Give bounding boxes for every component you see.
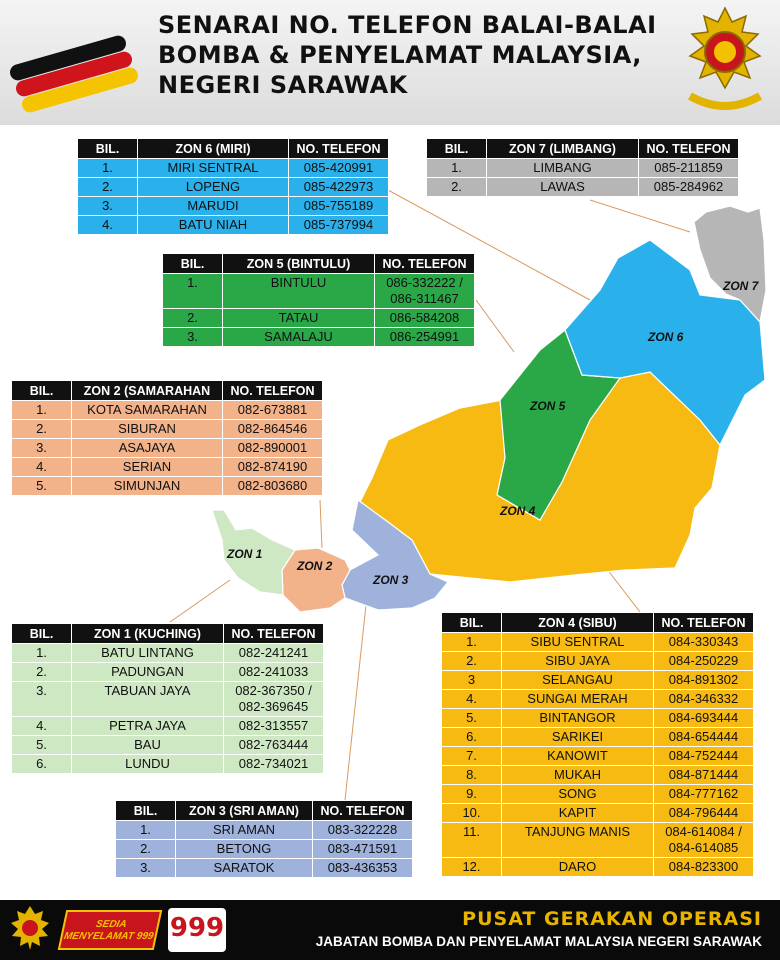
phone-number: 084-654444 <box>654 728 754 747</box>
table-row <box>12 439 323 458</box>
leader-line-zon1 <box>170 580 230 622</box>
table-header-row <box>442 613 754 633</box>
column-header: NO. TELEFON <box>289 139 389 159</box>
phone-number: 082-890001 <box>223 439 323 458</box>
footer-subtitle: JABATAN BOMBA DAN PENYELAMAT MALAYSIA NEGERI SARAWAK <box>315 934 762 949</box>
column-header: ZON 3 (SRI AMAN) <box>176 801 313 821</box>
table-header-row <box>78 139 389 159</box>
station-name: SIBU JAYA <box>502 652 654 671</box>
table-row <box>442 858 754 877</box>
station-name: PADUNGAN <box>72 663 224 682</box>
column-header: ZON 4 (SIBU) <box>502 613 654 633</box>
zone-6-miri-table <box>77 138 389 235</box>
station-name: BINTULU <box>223 274 375 309</box>
row-number: 2. <box>427 178 487 197</box>
map-label-zon6: ZON 6 <box>648 330 684 344</box>
column-header: ZON 1 (KUCHING) <box>72 624 224 644</box>
table-row <box>12 420 323 439</box>
table-row <box>442 690 754 709</box>
row-number: 2. <box>12 663 72 682</box>
row-number: 3. <box>12 439 72 458</box>
table-row <box>12 477 323 496</box>
table-row <box>12 755 324 774</box>
phone-number: 084-346332 <box>654 690 754 709</box>
column-header: ZON 5 (BINTULU) <box>223 254 375 274</box>
station-name: KAPIT <box>502 804 654 823</box>
phone-number: 082-734021 <box>224 755 324 774</box>
row-number: 8. <box>442 766 502 785</box>
phone-number: 085-211859 <box>639 159 739 178</box>
station-name: TABUAN JAYA <box>72 682 224 717</box>
station-name: SIBURAN <box>72 420 223 439</box>
row-number: 7. <box>442 747 502 766</box>
row-number: 2. <box>442 652 502 671</box>
table-row <box>442 804 754 823</box>
footer-title: PUSAT GERAKAN OPERASI <box>462 908 762 930</box>
phone-number: 082-864546 <box>223 420 323 439</box>
zone-2-samarahan-table <box>11 380 323 496</box>
row-number: 6. <box>12 755 72 774</box>
table-header-row <box>116 801 413 821</box>
table-row <box>12 458 323 477</box>
row-number: 3. <box>116 859 176 878</box>
phone-number: 084-823300 <box>654 858 754 877</box>
table-row <box>442 766 754 785</box>
map-label-zon7: ZON 7 <box>723 279 759 293</box>
row-number: 1. <box>12 644 72 663</box>
leader-line-zon5 <box>476 300 514 352</box>
table-row <box>12 682 324 717</box>
column-header: ZON 7 (LIMBANG) <box>487 139 639 159</box>
phone-number: 086-584208 <box>375 309 475 328</box>
phone-number: 084-777162 <box>654 785 754 804</box>
zone-4-sibu-table <box>441 612 754 877</box>
station-name: BINTANGOR <box>502 709 654 728</box>
phone-number: 084-796444 <box>654 804 754 823</box>
column-header: NO. TELEFON <box>224 624 324 644</box>
station-name: DARO <box>502 858 654 877</box>
row-number: 3. <box>163 328 223 347</box>
table-row <box>12 717 324 736</box>
table-row <box>116 859 413 878</box>
row-number: 1. <box>427 159 487 178</box>
column-header: NO. TELEFON <box>639 139 739 159</box>
station-name: LOPENG <box>138 178 289 197</box>
phone-number: 086-254991 <box>375 328 475 347</box>
row-number: 10. <box>442 804 502 823</box>
table-row <box>12 644 324 663</box>
map-label-zon4: ZON 4 <box>500 504 536 518</box>
station-name: BATU NIAH <box>138 216 289 235</box>
station-name: SERIAN <box>72 458 223 477</box>
phone-number: 082-874190 <box>223 458 323 477</box>
table-row <box>427 159 739 178</box>
table-row <box>12 401 323 420</box>
row-number: 3. <box>78 197 138 216</box>
column-header: NO. TELEFON <box>313 801 413 821</box>
station-name: SIBU SENTRAL <box>502 633 654 652</box>
column-header: ZON 2 (SAMARAHAN <box>72 381 223 401</box>
phone-number: 082-241241 <box>224 644 324 663</box>
phone-number: 082-803680 <box>223 477 323 496</box>
leader-line-zon3 <box>345 605 366 800</box>
leader-line-zon7 <box>590 200 690 232</box>
phone-number: 084-752444 <box>654 747 754 766</box>
table-row <box>78 178 389 197</box>
station-name: SUNGAI MERAH <box>502 690 654 709</box>
phone-number: 084-330343 <box>654 633 754 652</box>
column-header: BIL. <box>12 624 72 644</box>
table-row <box>442 823 754 858</box>
title-line-2: BOMBA & PENYELAMAT MALAYSIA, <box>158 41 642 69</box>
phone-number: 086-332222 / 086-311467 <box>375 274 475 309</box>
row-number: 1. <box>163 274 223 309</box>
table-header-row <box>12 381 323 401</box>
table-row <box>442 652 754 671</box>
row-number: 4. <box>12 458 72 477</box>
station-name: ASAJAYA <box>72 439 223 458</box>
phone-number: 085-422973 <box>289 178 389 197</box>
phone-number: 085-420991 <box>289 159 389 178</box>
station-name: MIRI SENTRAL <box>138 159 289 178</box>
phone-number: 083-471591 <box>313 840 413 859</box>
column-header: NO. TELEFON <box>223 381 323 401</box>
column-header: BIL. <box>427 139 487 159</box>
station-name: BAU <box>72 736 224 755</box>
table-row <box>442 785 754 804</box>
row-number: 1. <box>78 159 138 178</box>
column-header: ZON 6 (MIRI) <box>138 139 289 159</box>
table-row <box>163 274 475 309</box>
phone-number: 084-871444 <box>654 766 754 785</box>
station-name: LAWAS <box>487 178 639 197</box>
table-row <box>78 197 389 216</box>
title-line-1: SENARAI NO. TELEFON BALAI-BALAI <box>158 11 657 39</box>
table-row <box>427 178 739 197</box>
map-label-zon1: ZON 1 <box>227 547 263 561</box>
phone-number: 082-313557 <box>224 717 324 736</box>
phone-number: 084-250229 <box>654 652 754 671</box>
phone-number: 082-763444 <box>224 736 324 755</box>
station-name: SAMALAJU <box>223 328 375 347</box>
station-name: TANJUNG MANIS <box>502 823 654 858</box>
column-header: BIL. <box>442 613 502 633</box>
zone-5-bintulu-table <box>162 253 475 347</box>
row-number: 3. <box>12 682 72 717</box>
column-header: NO. TELEFON <box>654 613 754 633</box>
station-name: KOTA SAMARAHAN <box>72 401 223 420</box>
table-row <box>12 736 324 755</box>
station-name: BETONG <box>176 840 313 859</box>
station-name: SARATOK <box>176 859 313 878</box>
phone-number: 084-614084 / 084-614085 <box>654 823 754 858</box>
station-name: SONG <box>502 785 654 804</box>
station-name: KANOWIT <box>502 747 654 766</box>
station-name: LUNDU <box>72 755 224 774</box>
footer-crest-icon <box>8 904 52 956</box>
station-name: TATAU <box>223 309 375 328</box>
row-number: 4. <box>442 690 502 709</box>
row-number: 5. <box>12 477 72 496</box>
phone-number: 085-755189 <box>289 197 389 216</box>
station-name: SIMUNJAN <box>72 477 223 496</box>
title-line-3: NEGERI SARAWAK <box>158 71 408 99</box>
row-number: 1. <box>12 401 72 420</box>
row-number: 5. <box>12 736 72 755</box>
row-number: 12. <box>442 858 502 877</box>
column-header: BIL. <box>116 801 176 821</box>
row-number: 5. <box>442 709 502 728</box>
row-number: 6. <box>442 728 502 747</box>
phone-number: 082-367350 / 082-369645 <box>224 682 324 717</box>
phone-number: 083-322228 <box>313 821 413 840</box>
station-name: SELANGAU <box>502 671 654 690</box>
table-header-row <box>163 254 475 274</box>
map-label-zon5: ZON 5 <box>530 399 566 413</box>
station-name: SARIKEI <box>502 728 654 747</box>
sedia-menyelamat-logo: SEDIA MENYELAMAT 999 <box>58 910 163 950</box>
phone-number: 085-284962 <box>639 178 739 197</box>
row-number: 2. <box>163 309 223 328</box>
row-number: 2. <box>78 178 138 197</box>
table-header-row <box>12 624 324 644</box>
row-number: 9. <box>442 785 502 804</box>
map-label-zon3: ZON 3 <box>373 573 409 587</box>
row-number: 1. <box>116 821 176 840</box>
table-row <box>116 821 413 840</box>
leader-line-zon2 <box>320 500 322 548</box>
emergency-999-logo: 999 <box>168 908 226 952</box>
table-header-row <box>427 139 739 159</box>
row-number: 2. <box>12 420 72 439</box>
row-number: 4. <box>78 216 138 235</box>
table-row <box>442 709 754 728</box>
zone-1-kuching-table <box>11 623 324 774</box>
table-row <box>78 159 389 178</box>
phone-number: 085-737994 <box>289 216 389 235</box>
zone-3-sri-aman-table <box>115 800 413 878</box>
table-row <box>78 216 389 235</box>
table-row <box>442 728 754 747</box>
table-row <box>442 747 754 766</box>
row-number: 1. <box>442 633 502 652</box>
table-row <box>12 663 324 682</box>
column-header: BIL. <box>163 254 223 274</box>
table-row <box>442 633 754 652</box>
table-row <box>163 328 475 347</box>
station-name: LIMBANG <box>487 159 639 178</box>
row-number: 11. <box>442 823 502 858</box>
row-number: 2. <box>116 840 176 859</box>
column-header: NO. TELEFON <box>375 254 475 274</box>
footer-bar <box>0 900 780 960</box>
phone-number: 084-693444 <box>654 709 754 728</box>
table-row <box>442 671 754 690</box>
row-number: 3 <box>442 671 502 690</box>
column-header: BIL. <box>12 381 72 401</box>
station-name: BATU LINTANG <box>72 644 224 663</box>
station-name: MUKAH <box>502 766 654 785</box>
row-number: 4. <box>12 717 72 736</box>
table-row <box>163 309 475 328</box>
phone-number: 082-241033 <box>224 663 324 682</box>
station-name: PETRA JAYA <box>72 717 224 736</box>
map-label-zon2: ZON 2 <box>297 559 333 573</box>
phone-number: 083-436353 <box>313 859 413 878</box>
zone-2-region <box>282 548 350 612</box>
phone-number: 084-891302 <box>654 671 754 690</box>
zone-7-limbang-table <box>426 138 739 197</box>
station-name: MARUDI <box>138 197 289 216</box>
phone-number: 082-673881 <box>223 401 323 420</box>
table-row <box>116 840 413 859</box>
column-header: BIL. <box>78 139 138 159</box>
station-name: SRI AMAN <box>176 821 313 840</box>
